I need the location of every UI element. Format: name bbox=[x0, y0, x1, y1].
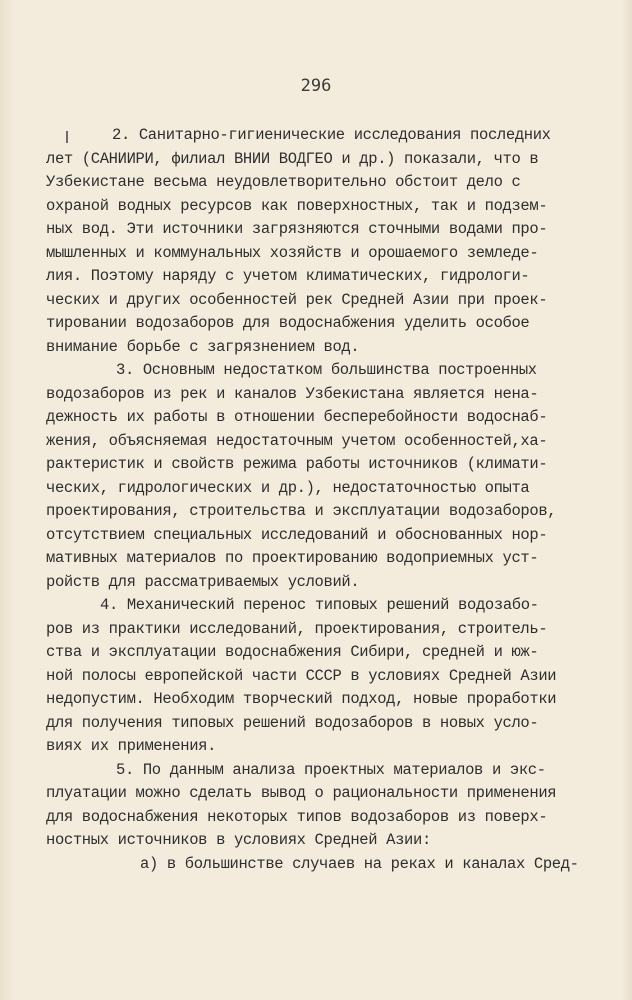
text-line: дежность их работы в отношении бесперебойности водоснаб- bbox=[46, 408, 548, 426]
text-line: мышленных и коммунальных хозяйств и орошаемого земледе- bbox=[46, 243, 539, 262]
body-text bbox=[46, 124, 606, 876]
text-line: проектирования, строительства и эксплуатации водозаборов, bbox=[46, 502, 557, 520]
text-line: плуатации можно сделать вывод о рациональности применения bbox=[46, 784, 557, 802]
text-line: ной полосы европейской части СССР в условиях Средней Азии bbox=[46, 666, 557, 685]
text-line: а) в большинстве случаев на реках и каналах Сред- bbox=[140, 854, 579, 873]
text-line: ров из практики исследований, проектирования, строитель- bbox=[46, 619, 548, 638]
text-line: лия. Поэтому наряду с учетом климатических, гидрологи- bbox=[46, 267, 530, 285]
text-line: рактеристик и свойств режима работы источников (климати- bbox=[46, 455, 548, 473]
text-line: тировании водозаборов для водоснабжения уделить особое bbox=[46, 314, 530, 332]
text-line: водозаборов из рек и каналов Узбекистана является нена- bbox=[46, 384, 539, 403]
text-line: ческих и других особенностей рек Средней Азии при проек- bbox=[46, 290, 548, 309]
text-line: 4. Механический перенос типовых решений водозабо- bbox=[100, 596, 539, 614]
text-line: отсутствием специальных исследований и обоснованных нор- bbox=[46, 525, 548, 544]
text-line: для водоснабжения некоторых типов водозаборов из поверх- bbox=[46, 807, 548, 826]
text-line: ных вод. Эти источники загрязняются сточными водами про- bbox=[46, 220, 548, 238]
text-line: жения, объясняемая недостаточным учетом особенностей,ха- bbox=[46, 431, 548, 450]
text-line: ческих, гидрологических и др.), недостаточностью опыта bbox=[46, 478, 530, 497]
text-line: лет (САНИИРИ, филиал ВНИИ ВОДГЕО и др.) показали, что в bbox=[46, 149, 539, 168]
text-line: мативных материалов по проектированию водоприемных уст- bbox=[46, 549, 539, 567]
text-line: Узбекистане весьма неудовлетворительно обстоит дело с bbox=[46, 173, 521, 191]
page-number: 296 bbox=[300, 76, 332, 96]
text-line: 3. Основным недостатком большинства построенных bbox=[116, 361, 537, 379]
text-line: внимание борьбе с загрязнением вод. bbox=[46, 337, 360, 356]
text-line: 2. Санитарно-гигиенические исследования последних bbox=[112, 126, 551, 144]
text-line: ностных источников в условиях Средней Азии: bbox=[46, 831, 431, 849]
text-line: недопустим. Необходим творческий подход, новые проработки bbox=[46, 690, 557, 708]
text-line: охраной водных ресурсов как поверхностных, так и подзем- bbox=[46, 196, 548, 215]
text-line: для получения типовых решений водозаборов в новых усло- bbox=[46, 713, 539, 732]
text-line: ства и эксплуатации водоснабжения Сибири, средней и юж- bbox=[46, 643, 539, 661]
text-line: 5. По данным анализа проектных материалов и экс- bbox=[116, 760, 546, 779]
text-line: виях их применения. bbox=[46, 737, 217, 755]
text-line: ройств для рассматриваемых условий. bbox=[46, 572, 360, 591]
